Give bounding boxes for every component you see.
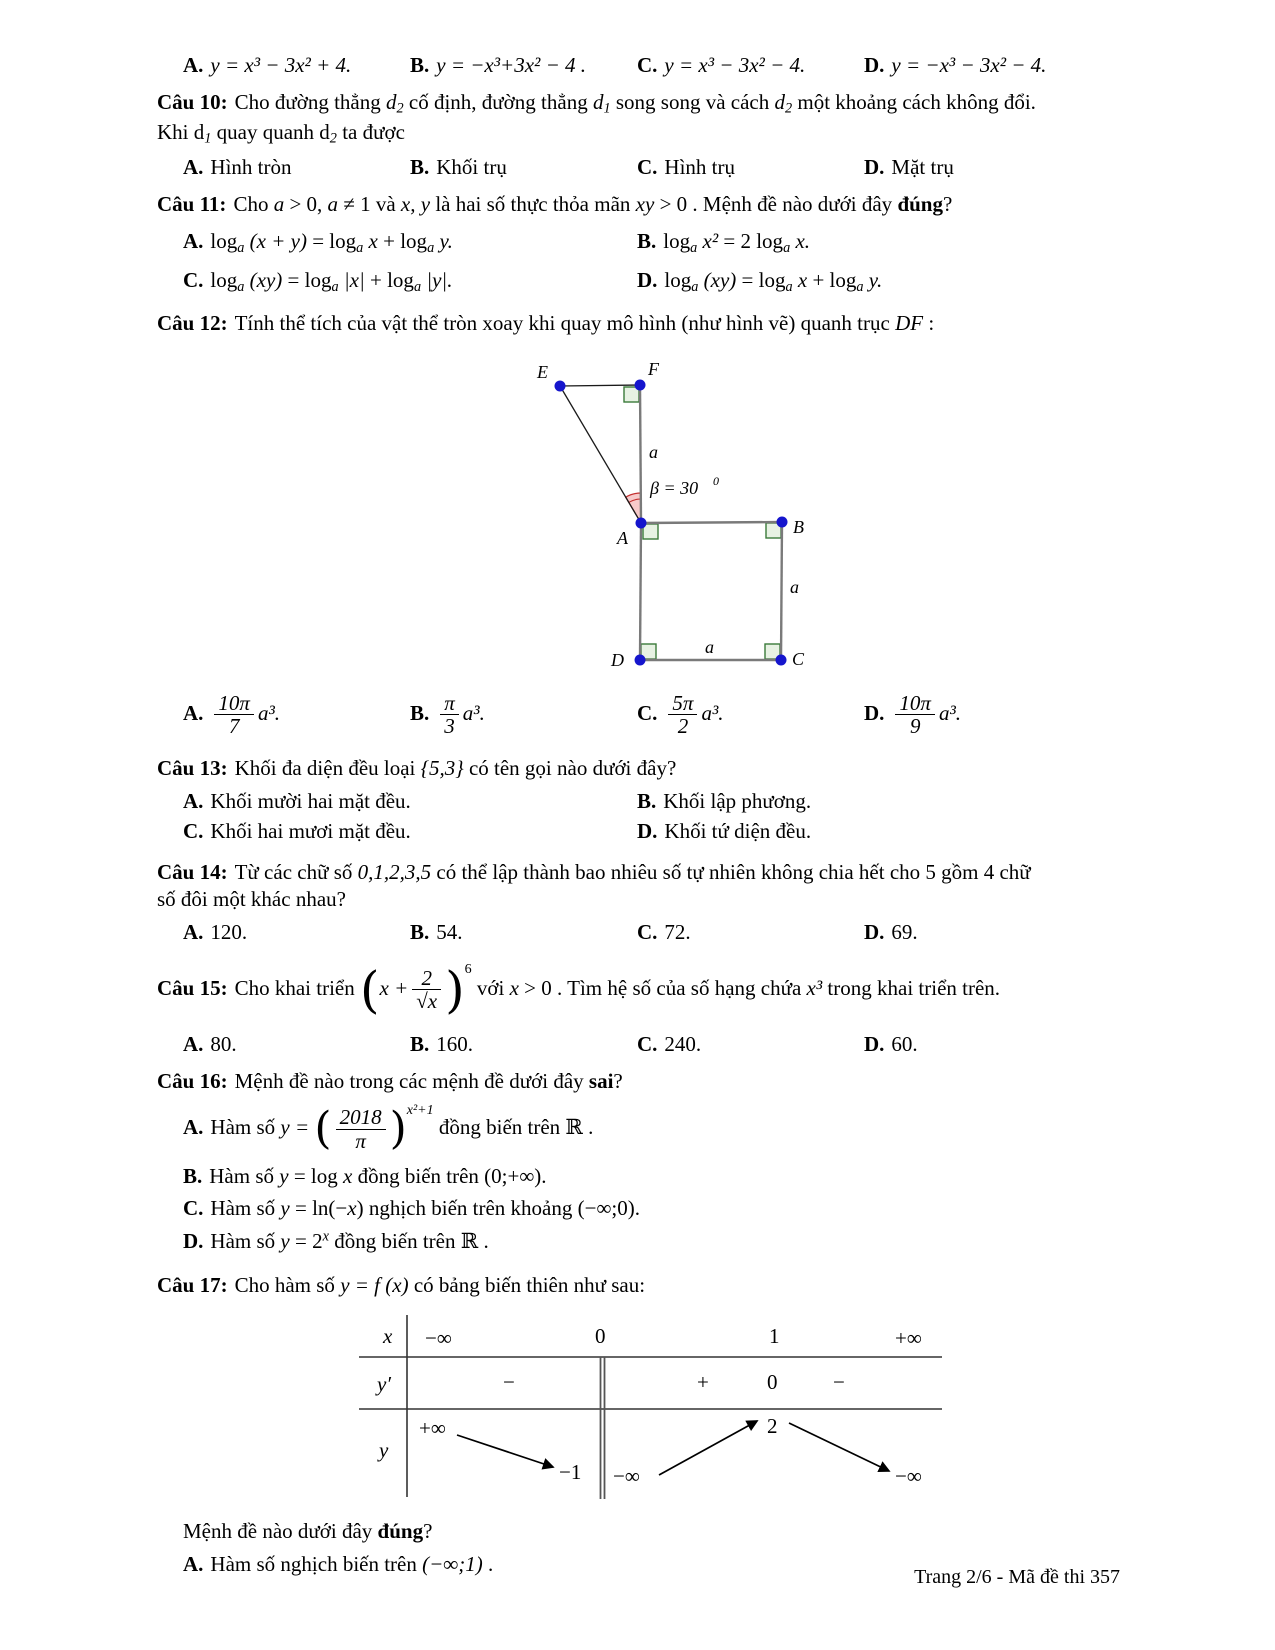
point-F [635, 379, 646, 390]
option-label: B. [410, 920, 430, 945]
question-15 [157, 955, 1137, 1058]
q15-lead-text: Cho khai triển [234, 975, 355, 1000]
segment-DA [640, 523, 641, 660]
option-label: B. [410, 154, 430, 179]
option-label: C. [183, 819, 204, 844]
option-text: Hàm số nghịch biến trên (−∞;1) . [210, 1552, 494, 1577]
option-text: 60. [891, 1031, 918, 1056]
dy-sign-3: 0 [767, 1369, 778, 1394]
option-text: Khối mười hai mặt đều. [210, 788, 411, 813]
q14-stem [157, 859, 1137, 886]
q17-variation-table [357, 1307, 947, 1502]
q10-option-d [864, 153, 1137, 181]
question-number: Câu 17: [157, 1272, 228, 1297]
expr-pre: x + [379, 975, 409, 1000]
label-a-DC: a [705, 636, 714, 657]
q16-stem [157, 1068, 1137, 1095]
dy-row-label: y′ [377, 1371, 391, 1396]
option-label: B. [410, 1031, 430, 1056]
x-value-pos-inf: +∞ [895, 1325, 922, 1350]
option-suffix: a³. [257, 700, 280, 725]
option-label: A. [183, 1031, 204, 1056]
q13-option-c [183, 816, 637, 846]
q12-option-c [637, 685, 864, 741]
q13-options-row-2 [157, 816, 1137, 846]
question-17 [157, 1272, 1137, 1579]
option-text: Khối hai mươi mặt đều. [210, 819, 411, 844]
question-number: Câu 10: [157, 90, 228, 115]
option-lead: Hàm số [210, 1115, 281, 1140]
option-text: Hình tròn [210, 154, 292, 179]
q11-option-d [637, 265, 1137, 298]
q10-stem-text: Cho đường thẳng d2 cố định, đường thẳng d1 song song và cách d2 một khoảng cách không đổi. [234, 90, 1036, 118]
label-B: B [793, 516, 804, 537]
q10-options-row [157, 153, 1137, 181]
open-paren: ( [314, 1103, 332, 1155]
q14-option-b [410, 918, 637, 946]
arrow-increasing [659, 1421, 757, 1475]
segment-AB [641, 522, 782, 523]
label-C: C [792, 648, 805, 669]
segment-FA [640, 385, 641, 523]
option-label: D. [637, 268, 658, 293]
x-value-0: 0 [595, 1323, 606, 1348]
q11-stem-text: Cho a > 0, a ≠ 1 và x, y là hai số thực thỏa mãn xy > 0 . Mệnh đề nào dưới đây đúng? [233, 192, 953, 217]
option-text: Mặt trụ [891, 154, 954, 179]
q17-variation-table-wrap [357, 1307, 1137, 1508]
option-text: 240. [664, 1031, 702, 1056]
option-text: 72. [664, 920, 691, 945]
option-suffix: a³. [701, 700, 724, 725]
question-number: Câu 13: [157, 755, 228, 780]
question-13 [157, 755, 1137, 847]
point-D [635, 654, 646, 665]
q12-rotation-figure [487, 342, 847, 677]
page-footer: Trang 2/6 - Mã đề thi 357 [914, 1566, 1120, 1588]
q17-stem-text: Cho hàm số y = f (x) có bảng biến thiên như sau: [234, 1272, 646, 1297]
arrow-decreasing-1 [457, 1435, 553, 1467]
q14-options-row [157, 918, 1137, 946]
question-number: Câu 11: [157, 192, 227, 217]
option-label: C. [637, 700, 658, 725]
option-label: B. [637, 788, 657, 813]
option-text: 54. [436, 920, 463, 945]
q16-option-b [157, 1163, 1137, 1190]
question-11 [157, 191, 1137, 298]
option-label: D. [864, 154, 885, 179]
fraction-denominator: 9 [909, 714, 921, 739]
exponent: x²+1 [406, 1103, 434, 1119]
option-text: loga (xy) = loga |x| + loga |y|. [210, 268, 453, 296]
point-C [776, 654, 787, 665]
option-text: 80. [210, 1031, 237, 1056]
fraction-denominator: 7 [228, 714, 240, 739]
question-number: Câu 16: [157, 1068, 228, 1093]
exponent: 6 [464, 961, 472, 977]
fraction-denominator: π [355, 1128, 366, 1153]
option-label: D. [637, 819, 658, 844]
q12-option-a [183, 685, 410, 741]
option-tail: đồng biến trên ℝ . [433, 1115, 594, 1140]
q15-option-a [183, 1030, 410, 1058]
option-label: A. [183, 154, 204, 179]
x-value-neg-inf: −∞ [425, 1325, 452, 1350]
option-text: y = x³ − 3x² + 4. [210, 53, 352, 77]
y-value-min: −1 [559, 1459, 582, 1484]
question-number: Câu 14: [157, 859, 228, 884]
q13-stem-text: Khối đa diện đều loại {5,3} có tên gọi nào dưới đây? [234, 755, 677, 780]
q12-stem-text: Tính thể tích của vật thể tròn xoay khi quay mô hình (như hình vẽ) quanh trục DF : [234, 311, 935, 336]
q17-question-line: Mệnh đề nào dưới đây đúng? [183, 1518, 433, 1543]
x-row-label: x [383, 1323, 393, 1348]
point-E [555, 380, 566, 391]
segment-EF [560, 385, 640, 386]
option-text: loga (x + y) = loga x + loga y. [210, 228, 453, 256]
option-label: C. [637, 154, 658, 179]
label-beta-angle: β = 30 [650, 477, 699, 498]
q14-option-a [183, 918, 410, 946]
fraction-numerator: 5π [668, 692, 697, 716]
q09-option-b [410, 51, 637, 79]
option-label: D. [864, 1031, 885, 1056]
q13-options-row-1 [157, 786, 1137, 816]
open-paren: ( [360, 960, 380, 1019]
q12-stem [157, 310, 1137, 337]
q10-option-a [183, 153, 410, 181]
label-E: E [537, 361, 548, 382]
close-paren: ) [445, 960, 465, 1019]
question-12 [157, 310, 1137, 740]
q10-stem-line2: Khi d1 quay quanh d2 ta được [157, 119, 405, 147]
option-text: Hàm số $y = 2^x$ đồng biến trên ℝ . [210, 1228, 489, 1254]
q15-option-b [410, 1030, 637, 1058]
close-paren: ) [389, 1103, 407, 1155]
option-label: A. [183, 53, 204, 77]
question-number: Câu 12: [157, 311, 228, 336]
fraction-numerator: 10π [895, 692, 935, 716]
option-text: Hàm số y = ln(−x) nghịch biến trên khoảng (−∞;0). [210, 1195, 641, 1220]
option-text: Khối trụ [436, 154, 507, 179]
q14-stem-text: Từ các chữ số 0,1,2,3,5 có thể lập thành bao nhiêu số tự nhiên không chia hết cho 5 gồm 4 chữ [234, 859, 1031, 884]
option-label: A. [183, 788, 204, 813]
q11-options-row-1 [157, 226, 1137, 259]
q15-options-row [157, 1030, 1137, 1058]
option-suffix: a³. [462, 700, 485, 725]
option-label: B. [637, 228, 657, 253]
option-text: 69. [891, 920, 918, 945]
option-suffix: a³. [938, 700, 961, 725]
option-label: B. [183, 1164, 203, 1189]
option-label: A. [183, 1115, 204, 1140]
label-a-FA: a [649, 441, 658, 462]
option-text: y = −x³ − 3x² − 4. [891, 53, 1047, 77]
question-10 [157, 89, 1137, 181]
q16-option-c [157, 1195, 1137, 1222]
exam-content [157, 46, 1137, 1578]
q15-option-d [864, 1030, 1137, 1058]
fraction-numerator: π [440, 692, 459, 716]
q14-option-c [637, 918, 864, 946]
q15-stem [157, 955, 1137, 1025]
option-label: A. [183, 700, 204, 725]
q16-stem-text: Mệnh đề nào trong các mệnh đề dưới đây sai? [234, 1068, 623, 1093]
q10-option-b [410, 153, 637, 181]
option-label: B. [410, 53, 430, 77]
option-text: y = x³ − 3x² − 4. [664, 53, 806, 77]
point-B [777, 516, 788, 527]
x-value-1: 1 [769, 1323, 780, 1348]
question-16 [157, 1068, 1137, 1256]
q10-stem [157, 89, 1137, 118]
equation-lhs: y = [280, 1115, 310, 1140]
q13-option-b [637, 786, 1137, 816]
q13-option-d [637, 816, 1137, 846]
option-label: D. [864, 920, 885, 945]
q13-stem [157, 755, 1137, 782]
arrow-decreasing-2 [789, 1423, 889, 1471]
fraction-numerator: 10π [214, 692, 254, 716]
option-text: Hàm số y = log x đồng biến trên (0;+∞). [209, 1164, 547, 1189]
option-text: Khối tứ diện đều. [664, 819, 812, 844]
q15-tail-text: với x > 0 . Tìm hệ số của số hạng chứa x³ trong khai triển trên. [471, 975, 1001, 1000]
option-label: D. [864, 700, 885, 725]
label-F: F [648, 358, 659, 379]
segment-EA [560, 386, 641, 523]
option-label: C. [637, 53, 658, 77]
point-A [636, 517, 647, 528]
q11-option-c [183, 265, 637, 298]
option-label: C. [637, 1031, 658, 1056]
q09-options-row [157, 51, 1137, 79]
y-value-max: 2 [767, 1413, 778, 1438]
q14-stem-line2: số đôi một khác nhau? [157, 886, 346, 911]
y-limit-after-zero: −∞ [613, 1463, 640, 1488]
fraction-denominator: 2 [677, 714, 689, 739]
q11-option-a [183, 226, 637, 259]
q12-figure-wrap [487, 342, 1137, 683]
q09-option-a [183, 51, 410, 79]
option-label: B. [410, 700, 430, 725]
q12-options-row [157, 685, 1137, 741]
fraction-numerator: 2 [412, 967, 441, 991]
q14-option-d [864, 918, 1137, 946]
q16-option-a [157, 1097, 1137, 1161]
q10-option-c [637, 153, 864, 181]
q11-stem [157, 191, 1137, 218]
q12-option-b [410, 685, 637, 741]
option-label: A. [183, 920, 204, 945]
dy-sign-4: − [833, 1369, 845, 1394]
option-text: loga (xy) = loga x + loga y. [664, 268, 883, 296]
dy-sign-1: − [503, 1369, 515, 1394]
label-beta-sup: 0 [713, 473, 719, 488]
y-limit-left: +∞ [419, 1415, 446, 1440]
option-label: A. [183, 228, 204, 253]
option-text: y = −x³+3x² − 4 . [436, 53, 587, 77]
option-label: C. [183, 1195, 204, 1220]
segment-BC [781, 522, 782, 660]
option-label: D. [183, 1229, 204, 1254]
option-label: C. [637, 920, 658, 945]
fraction-denominator: √x [416, 989, 438, 1014]
label-A: A [617, 527, 628, 548]
q16-option-d [157, 1228, 1137, 1256]
fraction-denominator: 3 [444, 714, 455, 739]
option-text: 160. [436, 1031, 474, 1056]
y-row-label: y [379, 1437, 389, 1462]
q09-option-d [864, 51, 1137, 79]
label-a-BC: a [790, 576, 799, 597]
option-text: Hình trụ [664, 154, 735, 179]
question-number: Câu 15: [157, 975, 228, 1000]
option-text: 120. [210, 920, 248, 945]
option-label: C. [183, 268, 204, 293]
label-D: D [611, 649, 624, 670]
option-text: loga x² = 2 loga x. [663, 228, 811, 256]
y-limit-right: −∞ [895, 1463, 922, 1488]
q09-option-c [637, 51, 864, 79]
option-label: A. [183, 1552, 204, 1577]
fraction-numerator: 2018 [336, 1106, 386, 1130]
option-text: Khối lập phương. [663, 788, 812, 813]
dy-sign-2: + [697, 1369, 709, 1394]
q15-option-c [637, 1030, 864, 1058]
q13-option-a [183, 786, 637, 816]
question-14 [157, 859, 1137, 947]
q11-options-row-2 [157, 265, 1137, 298]
q12-option-d [864, 685, 1137, 741]
q17-stem [157, 1272, 1137, 1299]
option-label: D. [864, 53, 885, 77]
q11-option-b [637, 226, 1137, 259]
